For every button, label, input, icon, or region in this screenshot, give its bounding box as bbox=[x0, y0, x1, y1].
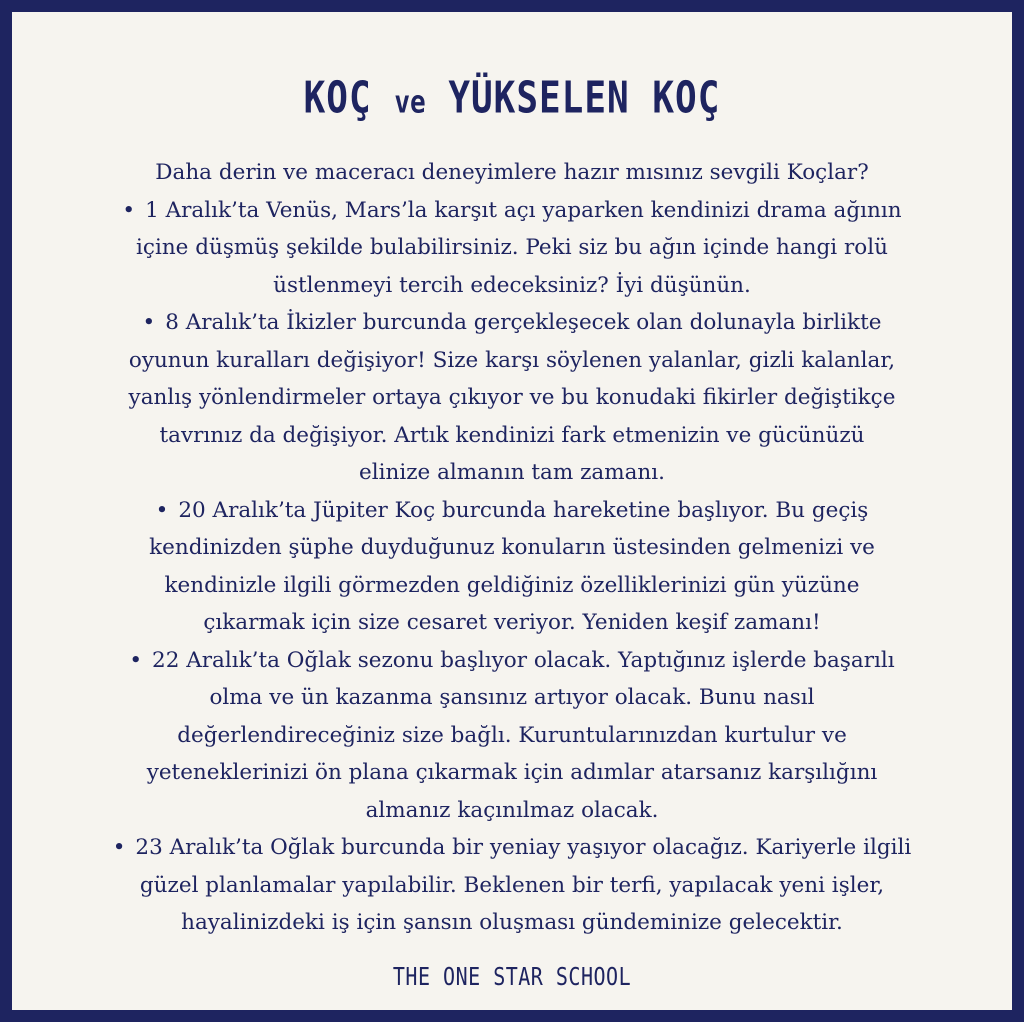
bullet-item bbox=[12, 192, 1012, 305]
bullet-line-text: elinize almanın tam zamanı. bbox=[359, 460, 665, 485]
bullet-line-text: çıkarmak için size cesaret veriyor. Yeniden keşif zamanı! bbox=[203, 610, 821, 635]
bullet-item bbox=[12, 642, 1012, 830]
bullet-line bbox=[12, 717, 1012, 755]
bullet-line-text: 1 Aralık’ta Venüs, Mars’la karşıt açı yaparken kendinizi drama ağının bbox=[145, 197, 902, 223]
bullet-item bbox=[12, 492, 1012, 642]
bullet-dot-icon: • bbox=[122, 197, 136, 223]
bullet-dot-icon: • bbox=[112, 835, 126, 860]
bullet-line bbox=[12, 192, 1012, 230]
bullet-line bbox=[12, 792, 1012, 830]
bullet-line-text: kendinizle ilgili görmezden geldiğiniz özelliklerinizi gün yüzüne bbox=[164, 572, 860, 598]
bullet-line-text: güzel planlamalar yapılabilir. Beklenen bir terfi, yapılacak yeni işler, bbox=[139, 872, 885, 898]
bullet-line bbox=[12, 642, 1012, 680]
bullet-line-text: üstlenmeyi tercih edeceksiniz? İyi düşünün. bbox=[273, 272, 751, 298]
bullet-line bbox=[12, 604, 1012, 642]
bullet-line bbox=[12, 567, 1012, 605]
bullet-line bbox=[12, 679, 1012, 717]
bullet-line bbox=[12, 417, 1012, 455]
bullet-line bbox=[12, 342, 1012, 380]
bullet-line-text: içine düşmüş şekilde bulabilirsiniz. Peki siz bu ağın içinde hangi rolü bbox=[136, 235, 888, 260]
bullet-list bbox=[12, 192, 1012, 942]
bullet-dot-icon: • bbox=[155, 497, 169, 523]
bullet-line-text: yanlış yönlendirmeler ortaya çıkıyor ve bu konudaki fikirler değiştikçe bbox=[128, 385, 896, 410]
bullet-line bbox=[12, 867, 1012, 905]
bullet-line bbox=[12, 904, 1012, 942]
horoscope-text bbox=[12, 154, 1012, 942]
bullet-line-text: 23 Aralık’ta Oğlak burcunda bir yeniay yaşıyor olacağız. Kariyerle ilgili bbox=[135, 835, 912, 860]
title-rising-sign: YÜKSELEN KOÇ bbox=[448, 74, 721, 124]
title-connector: ve bbox=[394, 84, 426, 121]
bullet-line bbox=[12, 529, 1012, 567]
bullet-line bbox=[12, 492, 1012, 530]
title-sign: KOÇ bbox=[303, 74, 372, 124]
bullet-line-text: hayalinizdeki iş için şansın oluşması gündeminize gelecektir. bbox=[181, 910, 843, 935]
page-title bbox=[12, 74, 1012, 123]
intro-line: Daha derin ve maceracı deneyimlere hazır mısınız sevgili Koçlar? bbox=[155, 160, 869, 185]
bullet-line bbox=[12, 754, 1012, 792]
bullet-line-text: tavrınız da değişiyor. Artık kendinizi fark etmenizin ve gücünüzü bbox=[159, 422, 865, 448]
bullet-line-text: değerlendireceğiniz size bağlı. Kuruntularınızdan kurtulur ve bbox=[177, 722, 847, 748]
bullet-line-text: 22 Aralık’ta Oğlak sezonu başlıyor olacak. Yaptığınız işlerde başarılı bbox=[152, 647, 895, 673]
bullet-line-text: 8 Aralık’ta İkizler burcunda gerçekleşecek olan dolunayla birlikte bbox=[165, 310, 882, 335]
footer-brand: THE ONE STAR SCHOOL bbox=[392, 961, 632, 991]
bullet-line-text: oyunun kuralları değişiyor! Size karşı söylenen yalanlar, gizli kalanlar, bbox=[128, 347, 896, 373]
bullet-line-text: kendinizden şüphe duyduğunuz konuların üstesinden gelmenizi ve bbox=[149, 535, 875, 560]
bullet-item bbox=[12, 304, 1012, 492]
bullet-item bbox=[12, 829, 1012, 942]
bullet-line bbox=[12, 229, 1012, 267]
content-card bbox=[12, 12, 1012, 1010]
bullet-line bbox=[12, 267, 1012, 305]
bullet-line bbox=[12, 454, 1012, 492]
bullet-line bbox=[12, 379, 1012, 417]
bullet-dot-icon: • bbox=[129, 647, 143, 673]
bullet-line-text: olma ve ün kazanma şansınız artıyor olacak. Bunu nasıl bbox=[209, 685, 815, 710]
bullet-line-text: almanız kaçınılmaz olacak. bbox=[365, 797, 659, 823]
bullet-line-text: 20 Aralık’ta Jüpiter Koç burcunda hareketine başlıyor. Bu geçiş bbox=[178, 497, 869, 523]
bullet-line bbox=[12, 304, 1012, 342]
bullet-line-text: yeteneklerinizi ön plana çıkarmak için adımlar atarsanız karşılığını bbox=[146, 760, 878, 785]
bullet-dot-icon: • bbox=[142, 310, 156, 335]
bullet-line bbox=[12, 829, 1012, 867]
